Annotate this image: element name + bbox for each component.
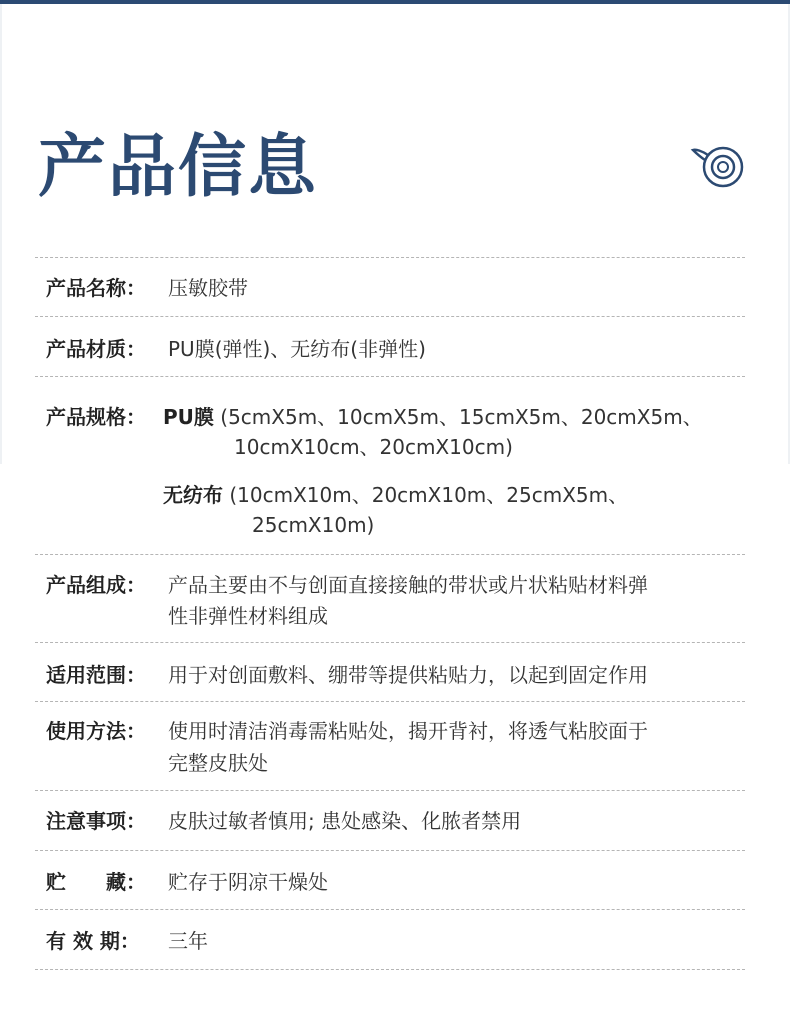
value-validity: 三年 [168, 929, 208, 953]
spec-nonwoven-name: 无纺布 [163, 483, 223, 507]
value-usage-line2: 完整皮肤处 [168, 751, 268, 775]
page-title: 产品信息 [38, 128, 319, 207]
value-product-name: 压敏胶带 [168, 276, 248, 300]
spec-nonwoven-sizes-cont: 25cmX10m) [252, 513, 375, 537]
top-accent-bar [0, 0, 790, 4]
label-material: 产品材质： [46, 337, 146, 361]
spec-nonwoven-sizes: (10cmX10m、20cmX10m、25cmX5m、 [229, 483, 629, 507]
label-validity: 有 效 期： [46, 929, 140, 953]
value-composition-line2: 性非弹性材料组成 [168, 604, 328, 628]
value-material: PU膜(弹性)、无纺布(非弹性) [168, 337, 426, 361]
tape-roll-icon [690, 143, 746, 189]
spec-pu-name: PU膜 [163, 405, 214, 429]
value-storage: 贮存于阴凉干燥处 [168, 870, 328, 894]
divider [35, 701, 745, 702]
spec-pu [163, 402, 703, 433]
label-composition: 产品组成： [46, 573, 146, 597]
value-notes: 皮肤过敏者慎用; 患处感染、化脓者禁用 [168, 809, 522, 833]
divider [35, 850, 745, 851]
divider [35, 376, 745, 377]
divider [35, 909, 745, 910]
divider [35, 969, 745, 970]
spec-pu-sizes-cont: 10cmX10cm、20cmX10cm) [234, 435, 513, 459]
divider [35, 554, 745, 555]
divider [35, 790, 745, 791]
value-usage-line1: 使用时清洁消毒需粘贴处，揭开背衬，将透气粘胶面于 [168, 719, 648, 743]
value-composition-line1: 产品主要由不与创面直接接触的带状或片状粘贴材料弹 [168, 573, 648, 597]
label-notes: 注意事项： [46, 809, 146, 833]
label-usage: 使用方法： [46, 719, 146, 743]
label-scope: 适用范围： [46, 663, 146, 687]
divider [35, 642, 745, 643]
spec-nonwoven [163, 480, 628, 511]
spec-pu-sizes: (5cmX5m、10cmX5m、15cmX5m、20cmX5m、 [220, 405, 703, 429]
divider [35, 257, 745, 258]
label-product-name: 产品名称： [46, 276, 146, 300]
value-scope: 用于对创面敷料、绷带等提供粘贴力，以起到固定作用 [168, 663, 648, 687]
divider [35, 316, 745, 317]
left-border [0, 4, 2, 464]
label-storage: 贮 藏： [46, 870, 146, 894]
label-spec: 产品规格： [46, 405, 146, 429]
